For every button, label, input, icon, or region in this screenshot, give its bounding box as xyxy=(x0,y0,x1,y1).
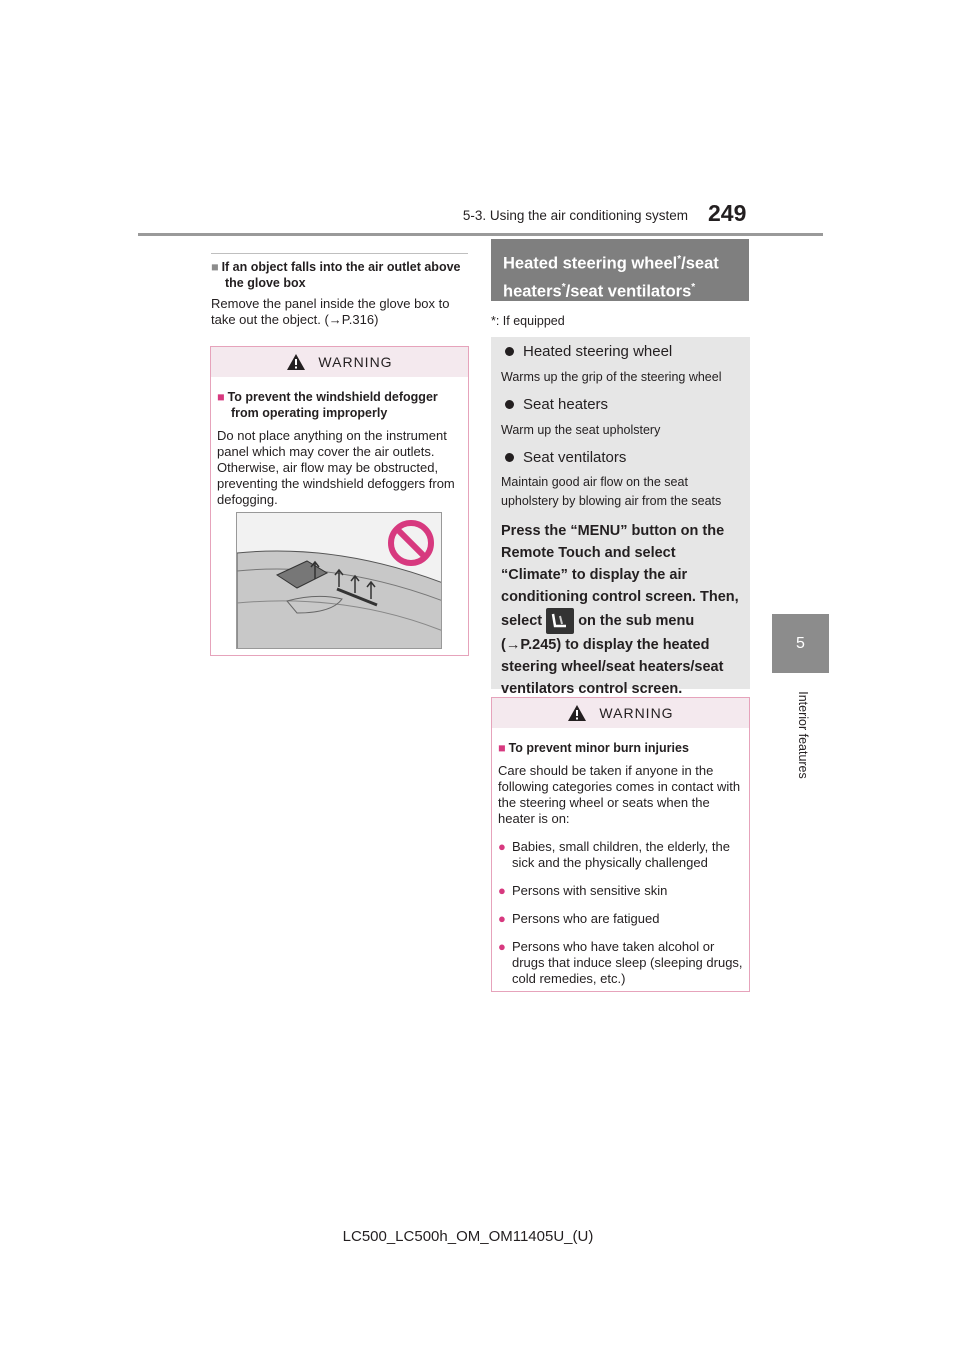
subsection-rule xyxy=(211,253,468,254)
document-code: LC500_LC500h_OM_OM11405U_(U) xyxy=(342,1228,594,1245)
defogger-illustration xyxy=(236,512,442,649)
square-bullet-icon: ■ xyxy=(498,741,506,755)
glove-box-paragraph: Remove the panel inside the glove box to take out the object. (→P.316) xyxy=(211,296,450,327)
warning-bullet: ● Babies, small children, the elderly, the sick and the physically challenged xyxy=(498,839,730,870)
square-bullet-icon: ■ xyxy=(211,260,219,274)
bullet-dot-icon: ● xyxy=(498,839,506,854)
section-title: 5-3. Using the air conditioning system xyxy=(462,208,688,223)
footnote-if-equipped: *: If equipped xyxy=(491,314,565,328)
bullet-disc-icon xyxy=(505,347,514,356)
square-bullet-icon: ■ xyxy=(217,390,225,404)
feature-title-seat-heaters: Seat heaters xyxy=(501,396,740,413)
feature-title-seat-ventilators: Seat ventilators xyxy=(501,449,740,466)
warning-header: WARNING xyxy=(211,347,468,377)
bullet-dot-icon: ● xyxy=(498,883,506,898)
chapter-number: 5 xyxy=(796,634,805,652)
warning-text: Care should be taken if anyone in the following categories comes in contact with the steering wheel or seats when the heater is on: xyxy=(498,763,741,826)
warning-box-burn xyxy=(491,697,750,992)
bullet-dot-icon: ● xyxy=(498,911,506,926)
feature-box xyxy=(491,337,750,697)
chapter-label: Interior features xyxy=(796,691,810,779)
instruction-text: Press the “MENU” button on the Remote Touch and select “Climate” to display the air conditioning control screen. Then, select on the sub menu (→P.245) to display the heated steering wheel/seat heaters/seat ventilators control screen. xyxy=(501,523,739,697)
warning-triangle-icon xyxy=(567,704,587,722)
page-number: 249 xyxy=(708,200,747,226)
warning-subheading: ■ To prevent the windshield defogger from operating improperly xyxy=(217,390,438,420)
warning-header: WARNING xyxy=(492,698,749,728)
feature-title-steering-wheel: Heated steering wheel xyxy=(501,343,740,360)
warning-triangle-icon xyxy=(286,353,306,371)
section-heading-heated-steering: Heated steering wheel*/seat heaters*/seat ventilators* xyxy=(491,239,749,301)
bullet-disc-icon xyxy=(505,453,514,462)
warning-bullet: ● Persons with sensitive skin xyxy=(498,883,668,898)
warning-bullet: ● Persons who are fatigued xyxy=(498,911,660,926)
seat-climate-button-icon xyxy=(546,608,574,634)
warning-text: Do not place anything on the instrument panel which may cover the air outlets. Otherwise, air flow may be obstructed, preventing the windshield defoggers from defogging. xyxy=(217,428,455,507)
feature-desc-seat-ventilators: Maintain good air flow on the seat upholstery by blowing air from the seats xyxy=(501,475,722,508)
warning-bullet: ● Persons who have taken alcohol or drugs that induce sleep (sleeping drugs, cold remedies, etc.) xyxy=(498,939,743,986)
bullet-disc-icon xyxy=(505,400,514,409)
dashboard-air-outlet-illustration xyxy=(237,513,442,649)
feature-desc-seat-heaters: Warm up the seat upholstery xyxy=(501,423,661,437)
feature-desc-steering-wheel: Warms up the grip of the steering wheel xyxy=(501,370,722,384)
subheading-glove-box: ■ If an object falls into the air outlet above the glove box xyxy=(211,260,461,290)
warning-subheading: ■ To prevent minor burn injuries xyxy=(498,741,689,755)
seat-icon xyxy=(546,608,574,634)
header-rule xyxy=(138,233,823,236)
bullet-dot-icon: ● xyxy=(498,939,506,954)
